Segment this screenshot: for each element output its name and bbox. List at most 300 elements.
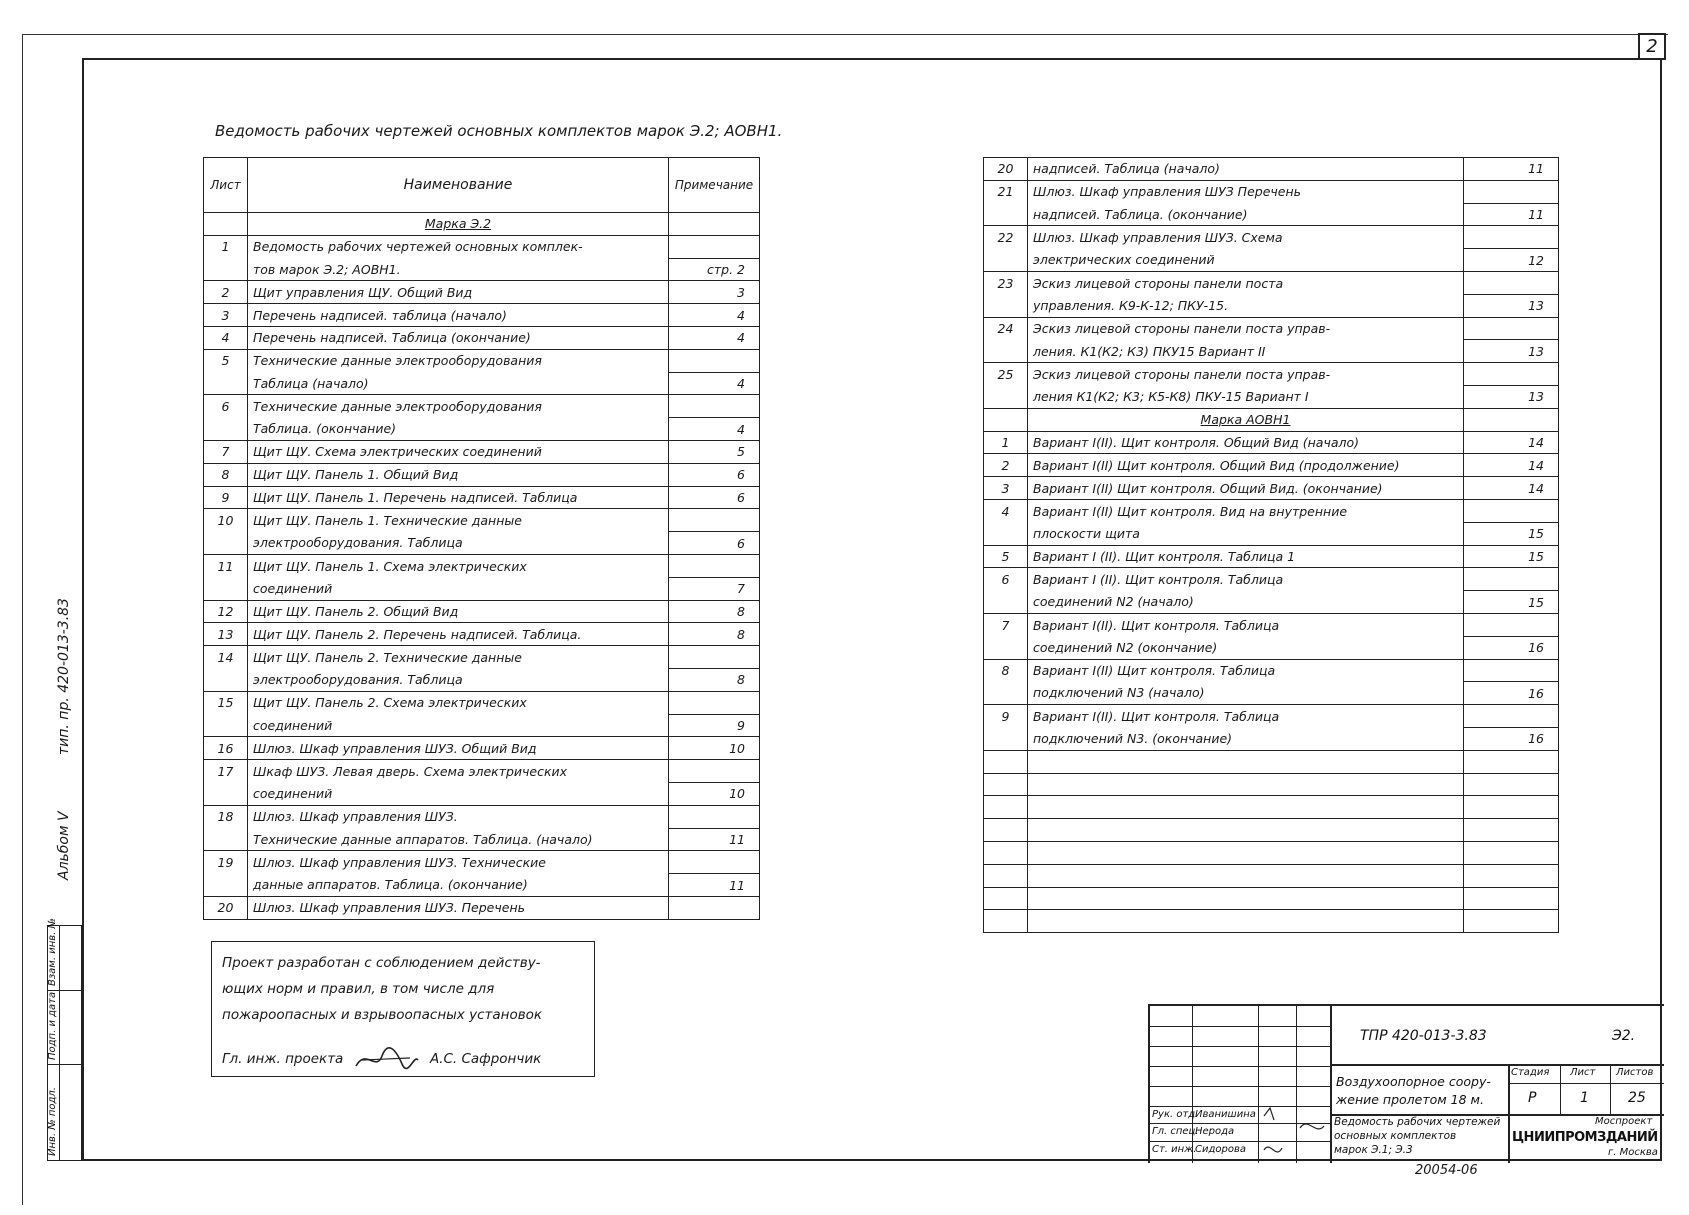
sheet-number-cell: 3 bbox=[984, 477, 1028, 500]
table-row bbox=[984, 819, 1559, 842]
note-cell: 5 bbox=[669, 440, 760, 463]
note-cell bbox=[669, 395, 760, 418]
note-cell bbox=[669, 851, 760, 874]
sheet-number-cell: 13 bbox=[204, 623, 248, 646]
stamp-sheets: 25 bbox=[1628, 1090, 1646, 1106]
table-row bbox=[204, 691, 760, 714]
sheet-number-cell: 17 bbox=[204, 760, 248, 783]
sheet-number-cell: 18 bbox=[204, 805, 248, 828]
sheet-number-cell bbox=[204, 577, 248, 600]
name-cell: электрооборудования. Таблица bbox=[248, 532, 669, 555]
name-cell bbox=[1028, 910, 1464, 933]
name-cell: Щит ЩУ. Панель 1. Перечень надписей. Таблица bbox=[248, 486, 669, 509]
stamp-object-1: Воздухоопорное соору- bbox=[1336, 1074, 1491, 1089]
note-cell bbox=[1464, 659, 1559, 682]
sheet-number-cell: 5 bbox=[204, 349, 248, 372]
side-project-code: тип. пр. 420-013-3.83 bbox=[56, 598, 72, 755]
table-row bbox=[984, 180, 1559, 203]
name-cell: Шлюз. Шкаф управления ШУЗ. Технические bbox=[248, 851, 669, 874]
sheet-number-cell bbox=[204, 874, 248, 897]
sheet-number-cell bbox=[984, 340, 1028, 363]
side-col-2: Подп. и дата bbox=[47, 991, 58, 1060]
note-cell bbox=[1464, 613, 1559, 636]
note-cell: 14 bbox=[1464, 477, 1559, 500]
name-cell: Перечень надписей. таблица (начало) bbox=[248, 304, 669, 327]
table-row bbox=[984, 613, 1559, 636]
sheet-number-box bbox=[1638, 33, 1666, 60]
name-cell: Марка АОВН1 bbox=[1028, 408, 1464, 431]
note-cell bbox=[1464, 773, 1559, 796]
table-row bbox=[984, 408, 1559, 431]
name-cell: Таблица (начало) bbox=[248, 372, 669, 395]
side-album: Альбом V bbox=[56, 811, 72, 880]
register-table-right bbox=[983, 157, 1559, 933]
table-row bbox=[984, 499, 1559, 522]
sheet-number-cell: 23 bbox=[984, 271, 1028, 294]
name-cell: Эскиз лицевой стороны панели поста bbox=[1028, 271, 1464, 294]
sheet-number-cell bbox=[204, 714, 248, 737]
sheet-number: 2 bbox=[1646, 36, 1658, 57]
stamp-object-2: жение пролетом 18 м. bbox=[1336, 1092, 1484, 1107]
name-cell: электрооборудования. Таблица bbox=[248, 668, 669, 691]
table-header bbox=[204, 158, 760, 213]
table-row bbox=[984, 203, 1559, 226]
note-cell bbox=[1464, 841, 1559, 864]
signature-line bbox=[222, 1046, 584, 1072]
note-cell: 4 bbox=[669, 372, 760, 395]
sheet-number-cell: 8 bbox=[984, 659, 1028, 682]
sheet-number-cell: 10 bbox=[204, 509, 248, 532]
sheet-number-cell bbox=[984, 910, 1028, 933]
sheet-number-cell: 14 bbox=[204, 646, 248, 669]
sig-role: Гл. инж. проекта bbox=[222, 1051, 344, 1067]
table-row bbox=[204, 372, 760, 395]
note-cell: 13 bbox=[1464, 340, 1559, 363]
table-row bbox=[204, 235, 760, 258]
side-col-1: Инв. № подл. bbox=[47, 1087, 58, 1156]
note-cell bbox=[669, 213, 760, 236]
name-cell: Щит ЩУ. Схема электрических соединений bbox=[248, 440, 669, 463]
note-cell: 10 bbox=[669, 782, 760, 805]
note-cell bbox=[1464, 499, 1559, 522]
sheet-number-cell bbox=[204, 668, 248, 691]
table-row bbox=[204, 714, 760, 737]
sheet-number-cell bbox=[984, 203, 1028, 226]
table-row bbox=[984, 864, 1559, 887]
table-row bbox=[984, 363, 1559, 386]
sig-name: А.С. Сафрончик bbox=[429, 1051, 542, 1067]
note-cell: 15 bbox=[1464, 591, 1559, 614]
table-row bbox=[984, 887, 1559, 910]
name-cell: Вариант I (II). Щит контроля. Таблица bbox=[1028, 568, 1464, 591]
sheet-number-cell bbox=[984, 249, 1028, 272]
name-cell: тов марок Э.2; АОВН1. bbox=[248, 258, 669, 281]
note-cell: 13 bbox=[1464, 385, 1559, 408]
sheet-number-cell bbox=[984, 294, 1028, 317]
col-name-header: Наименование bbox=[248, 158, 669, 213]
name-cell: Вариант I(II). Щит контроля. Общий Вид (начало) bbox=[1028, 431, 1464, 454]
note-cell: 13 bbox=[1464, 294, 1559, 317]
note-cell bbox=[1464, 864, 1559, 887]
name-cell bbox=[1028, 750, 1464, 773]
table-row bbox=[204, 486, 760, 509]
stamp-sheet: 1 bbox=[1580, 1090, 1589, 1106]
name-cell: Щит ЩУ. Панель 2. Общий Вид bbox=[248, 600, 669, 623]
name-cell: плоскости щита bbox=[1028, 522, 1464, 545]
sheet-number-cell: 1 bbox=[984, 431, 1028, 454]
table-row bbox=[204, 737, 760, 760]
stamp-mark: Э2. bbox=[1612, 1028, 1636, 1044]
sheet-number-cell: 25 bbox=[984, 363, 1028, 386]
register-table-left bbox=[203, 157, 760, 920]
note-cell: 11 bbox=[1464, 158, 1559, 181]
sheet-number-cell: 9 bbox=[984, 705, 1028, 728]
stamp-stage: Р bbox=[1528, 1090, 1537, 1106]
stamp-doc-3: марок Э.1; Э.3 bbox=[1334, 1144, 1413, 1156]
note-cell bbox=[1464, 317, 1559, 340]
note-cell: 15 bbox=[1464, 545, 1559, 568]
table-row bbox=[204, 304, 760, 327]
table-row bbox=[204, 509, 760, 532]
table-row bbox=[984, 568, 1559, 591]
sheet-number-cell bbox=[984, 773, 1028, 796]
name-cell bbox=[1028, 796, 1464, 819]
sheet-number-cell: 2 bbox=[204, 281, 248, 304]
note-cell bbox=[669, 235, 760, 258]
note-cell bbox=[1464, 705, 1559, 728]
name-cell: Щит ЩУ. Панель 1. Технические данные bbox=[248, 509, 669, 532]
sheet-number-cell bbox=[204, 213, 248, 236]
name-cell: Эскиз лицевой стороны панели поста управ- bbox=[1028, 363, 1464, 386]
table-row bbox=[984, 271, 1559, 294]
name-cell bbox=[1028, 864, 1464, 887]
sheet-number-cell: 16 bbox=[204, 737, 248, 760]
table-row bbox=[204, 760, 760, 783]
table-row bbox=[204, 463, 760, 486]
table-row bbox=[204, 349, 760, 372]
note-cell bbox=[1464, 271, 1559, 294]
table-row bbox=[204, 554, 760, 577]
table-row bbox=[204, 782, 760, 805]
sheet-number-cell: 22 bbox=[984, 226, 1028, 249]
note-cell bbox=[1464, 887, 1559, 910]
name-cell: надписей. Таблица. (окончание) bbox=[1028, 203, 1464, 226]
table-row bbox=[204, 258, 760, 281]
table-row bbox=[984, 158, 1559, 181]
note-cell: 9 bbox=[669, 714, 760, 737]
note-cell: 11 bbox=[669, 828, 760, 851]
note-cell bbox=[669, 349, 760, 372]
sheet-number-cell bbox=[204, 258, 248, 281]
note-cell bbox=[1464, 796, 1559, 819]
name-cell: Вариант I(II). Щит контроля. Таблица bbox=[1028, 705, 1464, 728]
note-cell: 6 bbox=[669, 532, 760, 555]
note-cell: 14 bbox=[1464, 454, 1559, 477]
sheet-number-cell: 8 bbox=[204, 463, 248, 486]
name-cell: Вариант I (II). Щит контроля. Таблица 1 bbox=[1028, 545, 1464, 568]
table-row bbox=[984, 317, 1559, 340]
stamp-code: ТПР 420-013-3.83 bbox=[1360, 1028, 1487, 1044]
title-block bbox=[1148, 1004, 1664, 1163]
table-row bbox=[204, 281, 760, 304]
sheet-number-cell: 6 bbox=[204, 395, 248, 418]
table-row bbox=[984, 727, 1559, 750]
sheet-number-cell: 21 bbox=[984, 180, 1028, 203]
sheet-number-cell: 19 bbox=[204, 851, 248, 874]
sheet-number-cell bbox=[984, 385, 1028, 408]
name-cell: Технические данные электрооборудования bbox=[248, 349, 669, 372]
table-row bbox=[984, 682, 1559, 705]
table-row bbox=[984, 340, 1559, 363]
note-cell: 16 bbox=[1464, 727, 1559, 750]
name-cell: Щит ЩУ. Панель 1. Общий Вид bbox=[248, 463, 669, 486]
signature-scribble bbox=[352, 1046, 422, 1072]
note-cell bbox=[669, 554, 760, 577]
sheet-number-cell: 7 bbox=[204, 440, 248, 463]
name-cell: Перечень надписей. Таблица (окончание) bbox=[248, 326, 669, 349]
sheet-number-cell: 9 bbox=[204, 486, 248, 509]
stamp-h-sheets: Листов bbox=[1616, 1067, 1654, 1078]
stamp-doc-1: Ведомость рабочих чертежей bbox=[1334, 1116, 1501, 1128]
sheet-number-cell: 4 bbox=[204, 326, 248, 349]
table-row bbox=[984, 659, 1559, 682]
table-row bbox=[204, 896, 760, 919]
name-cell: Вариант I(II) Щит контроля. Общий Вид. (окончание) bbox=[1028, 477, 1464, 500]
sheet-number-cell bbox=[984, 408, 1028, 431]
stamp-signatures bbox=[1260, 1106, 1328, 1162]
name-cell: электрических соединений bbox=[1028, 249, 1464, 272]
stamp-role-2: Гл. спец. bbox=[1152, 1126, 1199, 1137]
sheet-number-cell bbox=[984, 841, 1028, 864]
sheet-number-cell bbox=[984, 682, 1028, 705]
sheet-number-cell: 2 bbox=[984, 454, 1028, 477]
name-cell: соединений N2 (окончание) bbox=[1028, 636, 1464, 659]
note-cell: 4 bbox=[669, 418, 760, 441]
name-cell: Вариант I(II) Щит контроля. Общий Вид (продолжение) bbox=[1028, 454, 1464, 477]
note-cell: 14 bbox=[1464, 431, 1559, 454]
note-cell: 6 bbox=[669, 463, 760, 486]
table-row bbox=[204, 395, 760, 418]
table-row bbox=[204, 805, 760, 828]
name-cell: Вариант I(II) Щит контроля. Вид на внутренние bbox=[1028, 499, 1464, 522]
name-cell: подключений N3 (начало) bbox=[1028, 682, 1464, 705]
sheet-number-cell: 7 bbox=[984, 613, 1028, 636]
table-row bbox=[984, 796, 1559, 819]
note-cell bbox=[1464, 180, 1559, 203]
table-row bbox=[984, 750, 1559, 773]
name-cell: надписей. Таблица (начало) bbox=[1028, 158, 1464, 181]
stamp-name-1: Иванишина bbox=[1195, 1109, 1256, 1120]
sheet-number-cell bbox=[204, 828, 248, 851]
table-row bbox=[984, 226, 1559, 249]
table-row bbox=[984, 545, 1559, 568]
table-row bbox=[984, 705, 1559, 728]
sheet-number-cell bbox=[984, 750, 1028, 773]
note-cell bbox=[1464, 226, 1559, 249]
sheet-number-cell: 3 bbox=[204, 304, 248, 327]
note-cell bbox=[1464, 750, 1559, 773]
note-cell: 16 bbox=[1464, 636, 1559, 659]
name-cell: соединений bbox=[248, 577, 669, 600]
table-row bbox=[204, 623, 760, 646]
name-cell: Шкаф ШУЗ. Левая дверь. Схема электрических bbox=[248, 760, 669, 783]
sheet-number-cell: 6 bbox=[984, 568, 1028, 591]
note-cell bbox=[1464, 408, 1559, 431]
stamp-org-city: г. Москва bbox=[1608, 1147, 1658, 1158]
name-cell: управления. К9-К-12; ПКУ-15. bbox=[1028, 294, 1464, 317]
table-row bbox=[984, 591, 1559, 614]
name-cell bbox=[1028, 773, 1464, 796]
col-note-header: Примечание bbox=[669, 158, 760, 213]
name-cell: соединений N2 (начало) bbox=[1028, 591, 1464, 614]
name-cell: подключений N3. (окончание) bbox=[1028, 727, 1464, 750]
table-row bbox=[204, 418, 760, 441]
sheet-number-cell bbox=[984, 727, 1028, 750]
note-cell: 3 bbox=[669, 281, 760, 304]
table-row bbox=[984, 249, 1559, 272]
table-row bbox=[984, 385, 1559, 408]
sheet-number-cell: 1 bbox=[204, 235, 248, 258]
stamp-name-3: Сидорова bbox=[1195, 1144, 1247, 1155]
stamp-doc-2: основных комплектов bbox=[1334, 1130, 1457, 1142]
name-cell: Шлюз. Шкаф управления ШУЗ. bbox=[248, 805, 669, 828]
name-cell: Технические данные электрооборудования bbox=[248, 395, 669, 418]
note-cell: 8 bbox=[669, 668, 760, 691]
name-cell: Щит управления ЩУ. Общий Вид bbox=[248, 281, 669, 304]
note-cell: 16 bbox=[1464, 682, 1559, 705]
note-cell: стр. 2 bbox=[669, 258, 760, 281]
stamp-name-2: Нерода bbox=[1195, 1126, 1235, 1137]
note-cell bbox=[669, 646, 760, 669]
name-cell: Технические данные аппаратов. Таблица. (начало) bbox=[248, 828, 669, 851]
table-row bbox=[204, 326, 760, 349]
sheet-number-cell: 20 bbox=[204, 896, 248, 919]
sheet-number-cell: 20 bbox=[984, 158, 1028, 181]
name-cell bbox=[1028, 819, 1464, 842]
name-cell: Шлюз. Шкаф управления ШУЗ. Перечень bbox=[248, 896, 669, 919]
table-row bbox=[204, 668, 760, 691]
col-sheet-header: Лист bbox=[204, 158, 248, 213]
note-cell bbox=[669, 691, 760, 714]
table-row bbox=[204, 440, 760, 463]
sheet-number-cell: 5 bbox=[984, 545, 1028, 568]
sheet-number-cell bbox=[984, 864, 1028, 887]
stamp-h-sheet: Лист bbox=[1570, 1067, 1596, 1078]
name-cell: Щит ЩУ. Панель 2. Перечень надписей. Таблица. bbox=[248, 623, 669, 646]
sheet-number-cell bbox=[204, 418, 248, 441]
sheet-number-cell bbox=[984, 796, 1028, 819]
side-stamp bbox=[47, 918, 82, 1161]
stamp-org-top: Моспроект bbox=[1595, 1116, 1653, 1127]
note-cell: 15 bbox=[1464, 522, 1559, 545]
table-row bbox=[984, 431, 1559, 454]
stamp-org: ЦНИИПРОМЗДАНИЙ bbox=[1512, 1130, 1658, 1145]
sheet-number-cell bbox=[984, 887, 1028, 910]
note-cell: 4 bbox=[669, 326, 760, 349]
sheet-number-cell: 15 bbox=[204, 691, 248, 714]
table-row bbox=[984, 841, 1559, 864]
name-cell: Вариант I(II). Щит контроля. Таблица bbox=[1028, 613, 1464, 636]
note-cell: 8 bbox=[669, 623, 760, 646]
table-row bbox=[204, 600, 760, 623]
note-line-2: ющих норм и правил, в том числе для bbox=[222, 981, 495, 997]
note-cell: 7 bbox=[669, 577, 760, 600]
note-cell: 11 bbox=[669, 874, 760, 897]
table-row bbox=[984, 522, 1559, 545]
name-cell: Щит ЩУ. Панель 2. Схема электрических bbox=[248, 691, 669, 714]
note-cell: 10 bbox=[669, 737, 760, 760]
name-cell: Марка Э.2 bbox=[248, 213, 669, 236]
name-cell: соединений bbox=[248, 714, 669, 737]
name-cell bbox=[1028, 887, 1464, 910]
sheet-number-cell bbox=[984, 522, 1028, 545]
note-cell: 8 bbox=[669, 600, 760, 623]
name-cell: Щит ЩУ. Панель 1. Схема электрических bbox=[248, 554, 669, 577]
table-row bbox=[984, 910, 1559, 933]
note-line-3: пожароопасных и взрывоопасных установок bbox=[222, 1007, 543, 1023]
name-cell: соединений bbox=[248, 782, 669, 805]
note-cell bbox=[669, 760, 760, 783]
note-cell: 4 bbox=[669, 304, 760, 327]
name-cell: Вариант I(II) Щит контроля. Таблица bbox=[1028, 659, 1464, 682]
sheet-number-cell bbox=[204, 372, 248, 395]
note-cell bbox=[1464, 910, 1559, 933]
sheet-number-cell bbox=[984, 636, 1028, 659]
table-row bbox=[984, 773, 1559, 796]
name-cell: Шлюз. Шкаф управления ШУЗ Перечень bbox=[1028, 180, 1464, 203]
table-row bbox=[984, 477, 1559, 500]
sheet-number-cell: 24 bbox=[984, 317, 1028, 340]
table-row bbox=[204, 213, 760, 236]
sheet-number-cell bbox=[204, 782, 248, 805]
name-cell: Щит ЩУ. Панель 2. Технические данные bbox=[248, 646, 669, 669]
name-cell: Таблица. (окончание) bbox=[248, 418, 669, 441]
stamp-role-1: Рук. отд. bbox=[1152, 1109, 1199, 1120]
sheet-number-cell bbox=[204, 532, 248, 555]
table-row bbox=[204, 646, 760, 669]
note-cell bbox=[669, 896, 760, 919]
side-col-3: Взам. инв. № bbox=[47, 918, 58, 986]
sheet-number-cell: 12 bbox=[204, 600, 248, 623]
sheet-number-cell bbox=[984, 819, 1028, 842]
table-row bbox=[204, 828, 760, 851]
note-cell bbox=[1464, 363, 1559, 386]
table-row bbox=[204, 851, 760, 874]
note-cell bbox=[669, 509, 760, 532]
stamp-role-3: Ст. инж. bbox=[1152, 1144, 1197, 1155]
stamp-inventory: 20054-06 bbox=[1415, 1163, 1478, 1178]
sheet-number-cell: 11 bbox=[204, 554, 248, 577]
note-cell bbox=[1464, 819, 1559, 842]
table-row bbox=[204, 532, 760, 555]
note-cell: 11 bbox=[1464, 203, 1559, 226]
note-cell: 6 bbox=[669, 486, 760, 509]
sheet-number-cell: 4 bbox=[984, 499, 1028, 522]
table-row bbox=[204, 577, 760, 600]
note-cell bbox=[669, 805, 760, 828]
name-cell: Шлюз. Шкаф управления ШУЗ. Общий Вид bbox=[248, 737, 669, 760]
stamp-h-stage: Стадия bbox=[1511, 1067, 1550, 1078]
note-cell: 12 bbox=[1464, 249, 1559, 272]
note-line-1: Проект разработан с соблюдением действу- bbox=[222, 955, 541, 971]
table-row bbox=[984, 454, 1559, 477]
name-cell: ления К1(К2; К3; К5-К8) ПКУ-15 Вариант I bbox=[1028, 385, 1464, 408]
table-row bbox=[204, 874, 760, 897]
note-cell bbox=[1464, 568, 1559, 591]
name-cell: данные аппаратов. Таблица. (окончание) bbox=[248, 874, 669, 897]
name-cell bbox=[1028, 841, 1464, 864]
name-cell: ления. К1(К2; К3) ПКУ15 Вариант II bbox=[1028, 340, 1464, 363]
